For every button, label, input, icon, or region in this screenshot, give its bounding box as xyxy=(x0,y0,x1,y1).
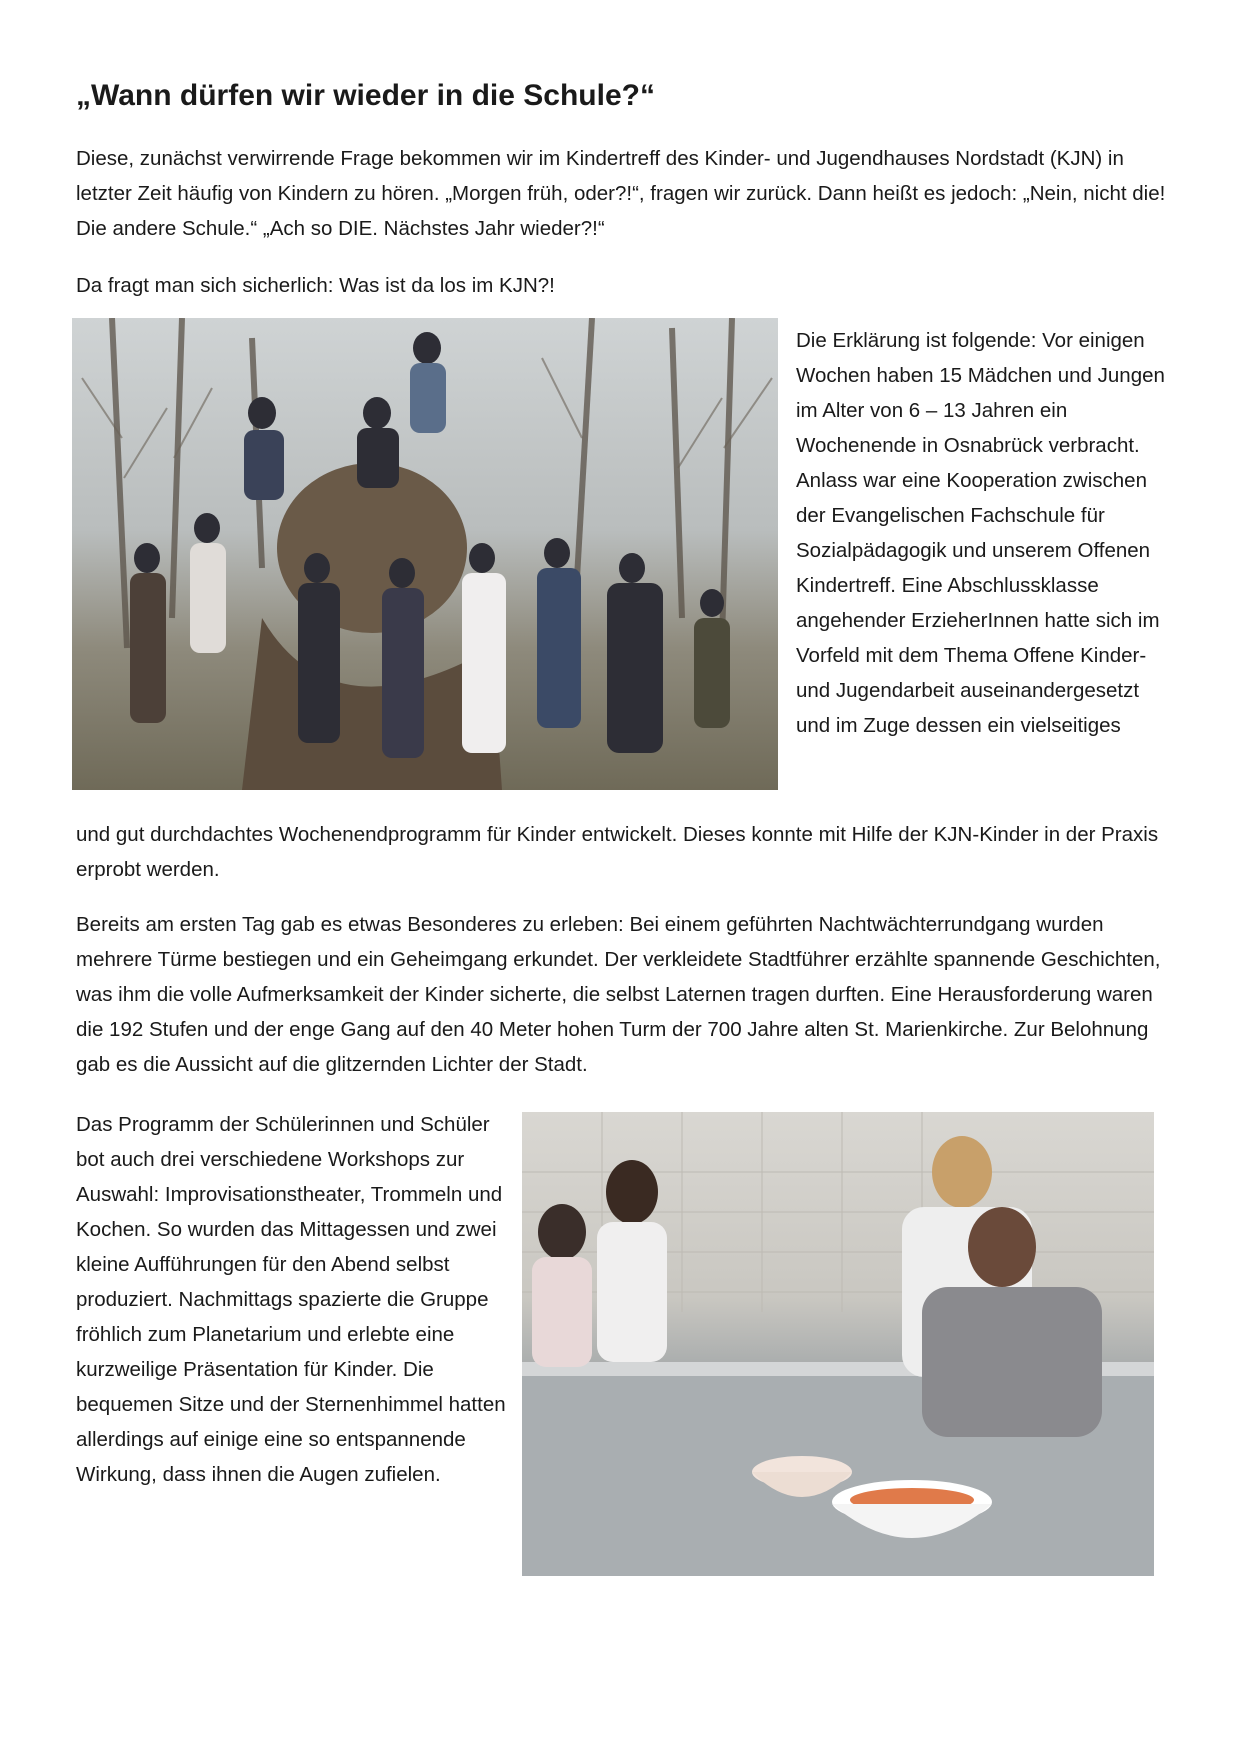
paragraph-workshops: Das Programm der Schülerinnen und Schüler bot auch drei verschiedene Workshops zur Auswahl: Improvisationstheater, Trommeln und Kochen. So wurden das Mittagessen und zwei kleine Aufführungen für den Abend selbst produziert. Nachmittags spazierte die Gruppe fröhlich zum Planetarium und erlebte eine kurzweilige Präsentation für Kinder. Die bequemen Sitze und der Sternenhimmel hatten allerdings auf einige eine so entspannende Wirkung, dass ihnen die Augen zufielen. xyxy=(76,1113,506,1486)
paragraph-explanation-side: Die Erklärung ist folgende: Vor einigen Wochen haben 15 Mädchen und Jungen im Alter von 6 – 13 Jahren ein Wochenende in Osnabrück verbracht. Anlass war eine Kooperation zwischen der Evangelischen Fachschule für Sozialpädagogik und unserem Offenen Kindertreff. Eine Abschlussklasse angehender ErzieherInnen hatte sich im Vorfeld mit dem Thema Offene Kinder- und Jugendarbeit auseinandergesetzt und im Zuge dessen ein vielseitiges xyxy=(796,329,1165,737)
article-title: „Wann dürfen wir wieder in die Schule?“ xyxy=(76,79,655,112)
paragraph-intro: Diese, zunächst verwirrende Frage bekommen wir im Kindertreff des Kinder- und Jugendhauses Nordstadt (KJN) in letzter Zeit häufig von Kindern zu hören. „Morgen früh, oder?!“, fragen wir zurück. Dann heißt es jedoch: „Nein, nicht die! Die andere Schule.“ „Ach so DIE. Nächstes Jahr wieder?!“ xyxy=(76,147,1166,240)
group-photo-outdoor xyxy=(72,318,778,790)
paragraph-question: Da fragt man sich sicherlich: Was ist da los im KJN?! xyxy=(76,274,555,297)
paragraph-explanation-continued: und gut durchdachtes Wochenendprogramm für Kinder entwickelt. Dieses konnte mit Hilfe der KJN-Kinder in der Praxis erprobt werden. xyxy=(76,823,1159,881)
paragraph-first-day: Bereits am ersten Tag gab es etwas Besonderes zu erleben: Bei einem geführten Nachtwächterrundgang wurden mehrere Türme bestiegen und ein Geheimgang erkundet. Der verkleidete Stadtführer erzählte spannende Geschichten, was ihm die volle Aufmerksamkeit der Kinder sicherte, die selbst Laternen tragen durften. Eine Herausforderung waren die 192 Stufen und der enge Gang auf den 40 Meter hohen Turm der 700 Jahre alten St. Marienkirche. Zur Belohnung gab es die Aussicht auf die glitzernden Lichter der Stadt. xyxy=(76,913,1161,1076)
kitchen-photo xyxy=(522,1112,1154,1576)
